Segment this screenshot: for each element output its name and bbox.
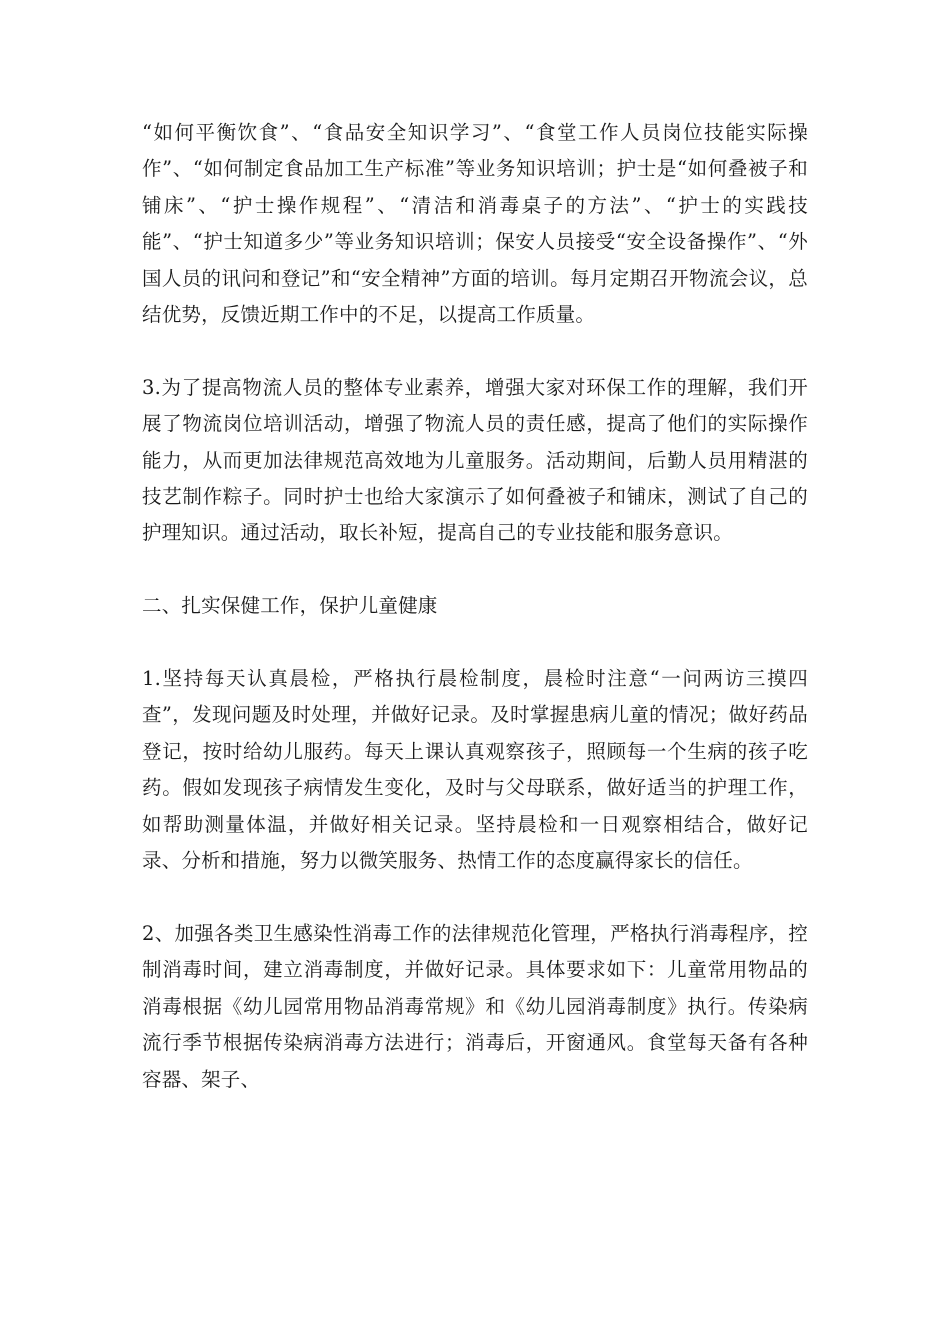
document-body	[142, 115, 808, 1098]
section-heading-health-care: 二、扎实保健工作，保护儿童健康	[142, 594, 438, 618]
paragraph-morning-check: 1.坚持每天认真晨检，严格执行晨检制度，晨检时注意“一问两访三摸四查”，发现问题及时处理，并做好记录。及时掌握患病儿童的情况；做好药品登记，按时给幼儿服药。每天上课认真观察孩子，照顾每一个生病的孩子吃药。假如发现孩子病情发生变化，及时与父母联系，做好适当的护理工作，如帮助测量体温，并做好相关记录。坚持晨检和一日观察相结合，做好记录、分析和措施，努力以微笑服务、热情工作的态度赢得家长的信任。	[142, 667, 808, 873]
paragraph-training-topics: “如何平衡饮食”、“食品安全知识学习”、“食堂工作人员岗位技能实际操作”、“如何制定食品加工生产标准”等业务知识培训；护士是“如何叠被子和铺床”、“护士操作规程”、“清洁和消毒桌子的方法”、“护士的实践技能”、“护士知道多少”等业务知识培训；保安人员接受“安全设备操作”、“外国人员的讯问和登记”和“安全精神”方面的培训。每月定期召开物流会议，总结优势，反馈近期工作中的不足，以提高工作质量。	[142, 121, 808, 327]
paragraph-disinfection: 2、加强各类卫生感染性消毒工作的法律规范化管理，严格执行消毒程序，控制消毒时间，建立消毒制度，并做好记录。具体要求如下：儿童常用物品的消毒根据《幼儿园常用物品消毒常规》和《幼儿园消毒制度》执行。传染病流行季节根据传染病消毒方法进行；消毒后，开窗通风。食堂每天备有各种容器、架子、	[142, 921, 808, 1091]
paragraph-logistics-training: 3.为了提高物流人员的整体专业素养，增强大家对环保工作的理解，我们开展了物流岗位培训活动，增强了物流人员的责任感，提高了他们的实际操作能力，从而更加法律规范高效地为儿童服务。活动期间，后勤人员用精湛的技艺制作粽子。同时护士也给大家演示了如何叠被子和铺床，测试了自己的护理知识。通过活动，取长补短，提高自己的专业技能和服务意识。	[142, 375, 808, 545]
